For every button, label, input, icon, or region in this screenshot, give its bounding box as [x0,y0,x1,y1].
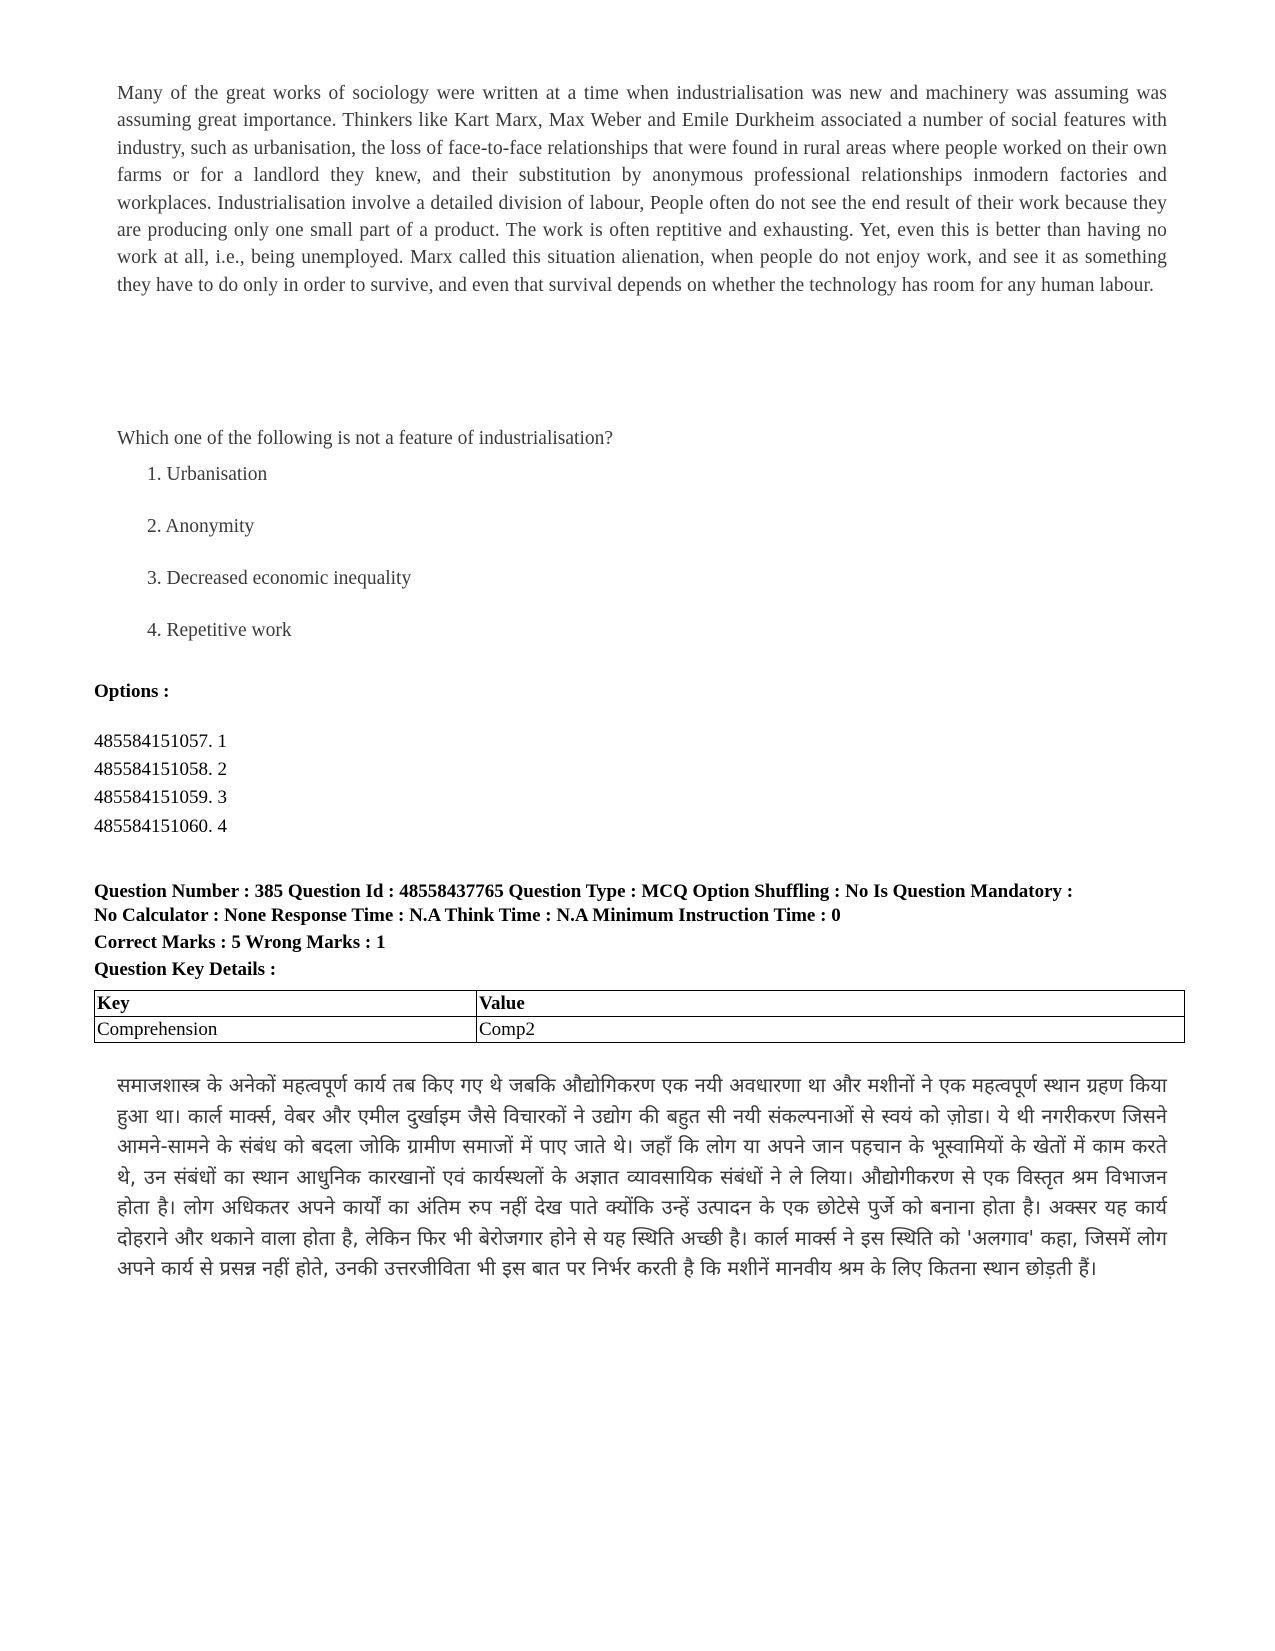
table-header-row [95,991,1185,1017]
option-item: 485584151060. 4 [94,815,227,837]
option-item: 485584151059. 3 [94,787,227,809]
passage-english: Many of the great works of sociology were written at a time when industrialisation was new and machinery was assuming was assuming great importance. Thinkers like Kart Marx, Max Weber and Emile Durkheim associated a number of social features with industry, such as urbanisation, the loss of face-to-face relationships that were found in rural areas where people worked on their own farms or for a landlord they knew, and their substitution by anonymous professional relationships inmodern factories and workplaces. Industrialisation involve a detailed division of labour, People often do not see the end result of their work because they are producing only one small part of a product. The work is often reptitive and exhausting. Yet, even this is better than having no work at all, i.e., being unemployed. Marx called this situation alienation, when people do not enjoy work, and see it as something they have to do only in order to survive, and even that survival depends on whether the technology has room for any human labour. [117,83,1167,296]
table-cell-key: Comprehension [95,1017,477,1043]
table-header-key: Key [95,991,477,1017]
table-header-value: Value [477,991,1185,1017]
choice-2: 2. Anonymity [147,516,255,537]
passage-hindi: समाजशास्त्र के अनेकों महत्वपूर्ण कार्य तब किए गए थे जबकि औद्योगिकरण एक नयी अवधारणा था और मशीनों ने एक महत्वपूर्ण स्थान ग्रहण किया हुआ था। कार्ल मार्क्स, वेबर और एमील दुर्खाइम जैसे विचारकों ने उद्योग की बहुत सी नयी संकल्पनाओं से स्वयं को ज़ोडा। ये थी नगरीकरण जिसने आमने-सामने के संबंध को बदला जोकि ग्रामीण समाजों में पाए जाते थे। जहाँ कि लोग या अपने जान पहचान के भूस्वामियों के खेतों में काम करते थे, उन संबंधों का स्थान आधुनिक कारखानों एवं कार्यस्थलों के अज्ञात व्यावसायिक संबंधों ने ले लिया। औद्योगीकरण से एक विस्तृत श्रम विभाजन होता है। लोग अधिकतर अपने कार्यों का अंतिम रुप नहीं देख पाते क्योंकि उन्हें उत्पादन के एक छोटेसे पुर्जे को बनाना होता है। अक्सर यह कार्य दोहराने और थकाने वाला होता है, लेकिन फिर भी बेरोजगार होने से यह स्थिति अच्छी है। कार्ल मार्क्स ने इस स्थिति को 'अलगाव' कहा, जिसमें लोग अपने कार्य से प्रसन्न नहीं होते, उनकी उत्तरजीविता भी इस बात पर निर्भर करती है कि मशीनें मानवीय श्रम के लिए कितना स्थान छोड़ती हैं। [117,1073,1167,1280]
options-label: Options : [94,681,170,702]
choice-1: 1. Urbanisation [147,464,268,485]
choice-3: 3. Decreased economic inequality [147,568,412,589]
key-details-table [94,990,1185,1043]
meta-line-2: No Calculator : None Response Time : N.A Think Time : N.A Minimum Instruction Time : 0 [94,905,841,926]
marks-line: Correct Marks : 5 Wrong Marks : 1 [94,932,386,953]
key-details-heading: Question Key Details : [94,959,277,980]
table-row [95,1017,1185,1043]
table-cell-value: Comp2 [477,1017,1185,1043]
option-item: 485584151057. 1 [94,731,227,752]
options-list [94,728,227,841]
choice-4: 4. Repetitive work [147,620,292,641]
meta-line-1: Question Number : 385 Question Id : 48558437765 Question Type : MCQ Option Shuffling : No Is Question Mandatory : [94,881,1074,902]
option-item: 485584151058. 2 [94,759,227,781]
question-metadata [94,880,1194,982]
question-text: Which one of the following is not a feature of industrialisation? [117,428,614,449]
